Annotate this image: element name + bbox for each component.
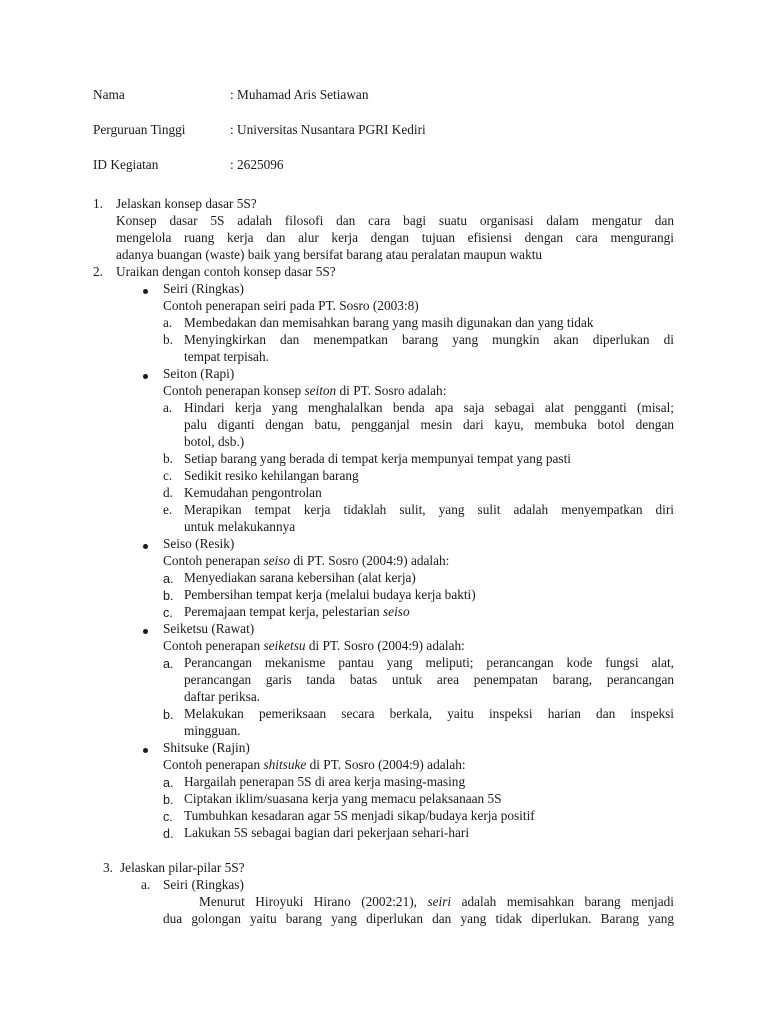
seiton-b-text: Setiap barang yang berada di tempat kerja mempunyai tempat yang pasti xyxy=(184,451,571,466)
seiso-c-letter: c. xyxy=(163,606,173,620)
seiton-e-letter: e. xyxy=(163,502,173,517)
shitsuke-c-text: Tumbuhkan kesadaran agar 5S menjadi sikap/budaya kerja positif xyxy=(184,808,535,823)
seiso-c-em: seiso xyxy=(383,604,410,619)
seiton-c-text: Sedikit resiko kehilangan barang xyxy=(184,468,359,483)
shitsuke-c-letter: c. xyxy=(163,810,173,824)
q1-number: 1. xyxy=(93,196,103,211)
nama-value: : Muhamad Aris Setiawan xyxy=(230,87,369,102)
seiri-bullet-icon xyxy=(143,289,148,294)
seiton-a-line-3: botol, dsb.) xyxy=(184,434,245,449)
seiketsu-a-line-3: daftar periksa. xyxy=(184,689,261,704)
id-kegiatan-label: ID Kegiatan xyxy=(93,157,159,172)
q2-number: 2. xyxy=(93,264,103,279)
seiketsu-b-letter: b. xyxy=(163,708,174,722)
seiton-e-line-2: untuk melakukannya xyxy=(184,519,296,534)
seiton-a-line-2: palu diganti dengan batu, pengganjal mesin dari kayu, membuka botol dengan xyxy=(184,417,674,432)
shitsuke-intro-post: di PT. Sosro (2004:9) adalah: xyxy=(306,757,466,772)
seiso-intro-em: seiso xyxy=(263,553,291,568)
q3-question: Jelaskan pilar-pilar 5S? xyxy=(120,860,245,875)
seiton-a-line-1: Hindari kerja yang menghalalkan benda apa saja sebagai alat pengganti (misal; xyxy=(184,400,674,415)
seiketsu-intro-post: di PT. Sosro (2004:9) adalah: xyxy=(305,638,465,653)
seiso-bullet-icon xyxy=(143,544,148,549)
seiso-a-letter: a. xyxy=(163,572,174,586)
seiton-intro-pre: Contoh penerapan konsep xyxy=(163,383,305,398)
shitsuke-b-letter: b. xyxy=(163,793,174,807)
seiton-e-line-1: Merapikan tempat kerja tidaklah sulit, yang sulit adalah menyempatkan diri xyxy=(184,502,674,517)
nama-label: Nama xyxy=(93,87,125,102)
seiton-bullet-icon xyxy=(143,374,148,379)
id-kegiatan-value: : 2625096 xyxy=(230,157,284,172)
seiton-intro-em: seiton xyxy=(304,383,337,398)
seiso-title: Seiso (Resik) xyxy=(163,536,235,551)
q1-answer-line-2: mengelola ruang kerja dan alur kerja dengan tujuan efisiensi dengan cara mengurangi xyxy=(116,230,674,245)
seiketsu-a-line-1: Perancangan mekanisme pantau yang meliputi; perancangan kode fungsi alat, xyxy=(184,655,674,670)
shitsuke-title: Shitsuke (Rajin) xyxy=(163,740,250,755)
seiri-b-letter: b. xyxy=(163,332,173,347)
seiton-title: Seiton (Rapi) xyxy=(163,366,235,381)
q1-answer-line-1: Konsep dasar 5S adalah filosofi dan cara bagi suatu organisasi dalam mengatur dan xyxy=(116,213,674,228)
q3-number: 3. xyxy=(103,860,113,875)
seiton-d-letter: d. xyxy=(163,485,173,500)
seiri-a-letter: a. xyxy=(163,315,173,330)
q1-answer-line-3: adanya buangan (waste) baik yang bersifat barang atau peralatan maupun waktu xyxy=(116,247,543,262)
seiketsu-intro xyxy=(163,638,465,655)
seiton-intro xyxy=(163,383,446,400)
q3-paragraph-post: adalah memisahkan barang menjadi xyxy=(451,894,674,909)
shitsuke-intro-pre: Contoh penerapan xyxy=(163,757,264,772)
shitsuke-a-letter: a. xyxy=(163,776,174,790)
shitsuke-bullet-icon xyxy=(143,748,148,753)
seiri-b-line-2: tempat terpisah. xyxy=(184,349,269,364)
seiso-a-text: Menyediakan sarana kebersihan (alat kerja) xyxy=(184,570,416,585)
q3-a-title: Seiri (Ringkas) xyxy=(163,877,244,892)
seiketsu-intro-pre: Contoh penerapan xyxy=(163,638,264,653)
seiketsu-title: Seiketsu (Rawat) xyxy=(163,621,255,636)
seiketsu-intro-em: seiketsu xyxy=(263,638,306,653)
seiso-b-text: Pembersihan tempat kerja (melalui budaya kerja bakti) xyxy=(184,587,476,602)
seiketsu-a-line-2: perancangan garis tanda batas untuk area penempatan barang, perancangan xyxy=(184,672,674,687)
seiton-c-letter: c. xyxy=(163,468,173,483)
q3-paragraph-line-2: dua golongan yaitu barang yang diperlukan dan yang tidak diperlukan. Barang yang xyxy=(163,911,674,926)
seiri-b-line-1: Menyingkirkan dan menempatkan barang yang mungkin akan diperlukan di xyxy=(184,332,674,347)
perguruan-tinggi-value: : Universitas Nusantara PGRI Kediri xyxy=(230,122,426,137)
seiton-a-letter: a. xyxy=(163,400,173,415)
q3-paragraph-line-1 xyxy=(199,894,674,911)
seiketsu-bullet-icon xyxy=(143,629,148,634)
shitsuke-b-text: Ciptakan iklim/suasana kerja yang memacu pelaksanaan 5S xyxy=(184,791,502,806)
shitsuke-d-text: Lakukan 5S sebagai bagian dari pekerjaan sehari-hari xyxy=(184,825,470,840)
shitsuke-d-letter: d. xyxy=(163,827,174,841)
seiso-b-letter: b. xyxy=(163,589,174,603)
seiri-intro: Contoh penerapan seiri pada PT. Sosro (2003:8) xyxy=(163,298,419,313)
seiketsu-b-line-1: Melakukan pemeriksaan secara berkala, yaitu inspeksi harian dan inspeksi xyxy=(184,706,674,721)
seiso-c-text xyxy=(184,604,410,621)
q2-question: Uraikan dengan contoh konsep dasar 5S? xyxy=(116,264,336,279)
seiri-title: Seiri (Ringkas) xyxy=(163,281,244,296)
seiton-intro-post: di PT. Sosro adalah: xyxy=(336,383,447,398)
q3-paragraph-em: seiri xyxy=(427,894,452,909)
q1-question: Jelaskan konsep dasar 5S? xyxy=(116,196,257,211)
seiton-d-text: Kemudahan pengontrolan xyxy=(184,485,322,500)
perguruan-tinggi-label: Perguruan Tinggi xyxy=(93,122,186,137)
seiton-b-letter: b. xyxy=(163,451,173,466)
q3-a-letter: a. xyxy=(141,877,151,892)
seiso-c-pre: Peremajaan tempat kerja, pelestarian xyxy=(184,604,383,619)
shitsuke-a-text: Hargailah penerapan 5S di area kerja masing-masing xyxy=(184,774,466,789)
seiso-intro-pre: Contoh penerapan xyxy=(163,553,264,568)
seiketsu-b-line-2: mingguan. xyxy=(184,723,241,738)
seiso-intro xyxy=(163,553,449,570)
shitsuke-intro-em: shitsuke xyxy=(263,757,307,772)
q3-paragraph-pre: Menurut Hiroyuki Hirano (2002:21), xyxy=(199,894,428,909)
seiri-a-text: Membedakan dan memisahkan barang yang masih digunakan dan yang tidak xyxy=(184,315,594,330)
seiketsu-a-letter: a. xyxy=(163,657,174,671)
shitsuke-intro xyxy=(163,757,466,774)
seiso-intro-post: di PT. Sosro (2004:9) adalah: xyxy=(290,553,450,568)
